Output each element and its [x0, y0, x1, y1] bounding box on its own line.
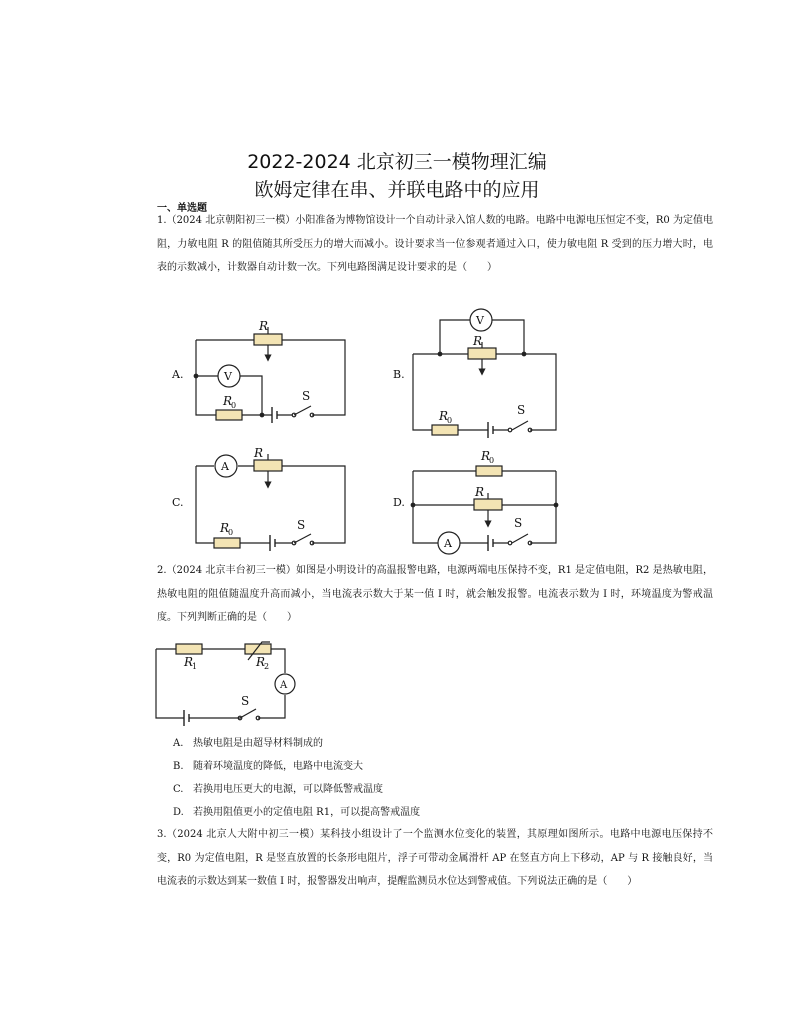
- svg-text:S: S: [517, 403, 526, 417]
- resistor-r1-q2: [176, 644, 202, 654]
- resistor-r-c: [254, 460, 282, 471]
- resistor-r-a: [254, 334, 282, 345]
- resistor-r0-b: [432, 425, 458, 435]
- circuit-a: [171, 319, 345, 423]
- option-b-label: B.: [393, 368, 405, 381]
- question-2-text: 2.（2024 北京丰台初三一模）如图是小明设计的高温报警电路，电源两端电压保持不变，R1 是定值电阻，R2 是热敏电阻，热敏电阻的阻值随温度升高而减小，当电流表示数大于某一值 I 时，就会触发报警。电流表示数为 I 时，环境温度为警戒温度。下列判断正确的是（ ）: [157, 565, 713, 623]
- svg-text:R: R: [259, 319, 269, 333]
- section-heading: 一、单选题: [157, 203, 207, 214]
- svg-text:S: S: [241, 694, 250, 708]
- svg-text:0: 0: [489, 456, 495, 465]
- svg-text:R: R: [481, 449, 491, 463]
- question-1-text: 1.（2024 北京朝阳初三一模）小阳准备为博物馆设计一个自动计录入馆人数的电路。电路中电源电压恒定不变，R0 为定值电阻，力敏电阻 R 的阻值随其所受压力的增大而减小。设计要求当一位参观者通过入口，使力敏电阻 R 受到的压力增大时，电表的示数减小，计数器自动计数一次。下列电路图满足设计要求的是（ ）: [157, 215, 713, 273]
- svg-text:R: R: [475, 485, 485, 499]
- title-line-1: 2022-2024 北京初三一模物理汇编: [247, 151, 547, 173]
- resistor-r0-a: [216, 410, 242, 420]
- battery-q2: [184, 710, 189, 726]
- svg-text:R: R: [439, 409, 449, 423]
- option-c-label: C.: [172, 496, 184, 509]
- svg-text:A: A: [221, 460, 229, 473]
- q2-option-d: D. 若换用阻值更小的定值电阻 R1，可以提高警戒温度: [173, 807, 421, 818]
- svg-text:R: R: [256, 655, 266, 669]
- resistor-r-d: [474, 499, 502, 510]
- resistor-r0-c: [214, 538, 240, 548]
- svg-text:S: S: [514, 516, 523, 530]
- option-d-label: D.: [393, 496, 405, 509]
- resistor-r0-d: [476, 466, 502, 476]
- svg-text:R: R: [220, 521, 230, 535]
- question-3-text: 3.（2024 北京人大附中初三一模）某科技小组设计了一个监测水位变化的装置，其原理如图所示。电路中电源电压保持不变，R0 为定值电阻，R 是竖直放置的长条形电阻片，浮子可带动金属滑杆 AP 在竖直方向上下移动，AP 与 R 接触良好，当电流表的示数达到某一数值 I 时，报警器发出响声，提醒监测员水位达到警戒值。下列说法正确的是（ ）: [157, 829, 713, 887]
- svg-text:V: V: [476, 314, 484, 327]
- circuit-q2: [156, 642, 295, 726]
- svg-text:2: 2: [264, 662, 270, 671]
- svg-text:1: 1: [192, 662, 198, 671]
- battery-a: [272, 407, 277, 423]
- battery-d: [488, 535, 493, 551]
- svg-text:0: 0: [228, 528, 234, 537]
- thermistor-r2-q2: [245, 644, 271, 654]
- circuit-d: [393, 449, 558, 554]
- svg-text:R: R: [223, 394, 233, 408]
- svg-text:S: S: [302, 389, 311, 403]
- battery-b: [488, 422, 493, 438]
- battery-c: [270, 535, 275, 551]
- svg-text:V: V: [224, 370, 232, 383]
- circuit-c: [172, 446, 345, 551]
- svg-text:S: S: [297, 518, 306, 532]
- q2-option-a: A. 热敏电阻是由超导材料制成的: [173, 738, 323, 749]
- svg-text:R: R: [184, 655, 194, 669]
- q2-option-c: C. 若换用电压更大的电源，可以降低警戒温度: [173, 784, 383, 795]
- circuit-b: [393, 309, 556, 438]
- svg-text:A: A: [280, 680, 288, 691]
- svg-text:0: 0: [447, 416, 453, 425]
- svg-text:0: 0: [231, 401, 237, 410]
- title-line-2: 欧姆定律在串、并联电路中的应用: [254, 179, 540, 201]
- svg-text:R: R: [254, 446, 264, 460]
- q2-option-b: B. 随着环境温度的降低，电路中电流变大: [173, 761, 363, 772]
- switch-q2: [240, 709, 256, 718]
- svg-text:R: R: [473, 334, 483, 348]
- option-a-label: A.: [172, 368, 184, 381]
- resistor-r-b: [468, 348, 496, 359]
- svg-text:A: A: [444, 537, 452, 550]
